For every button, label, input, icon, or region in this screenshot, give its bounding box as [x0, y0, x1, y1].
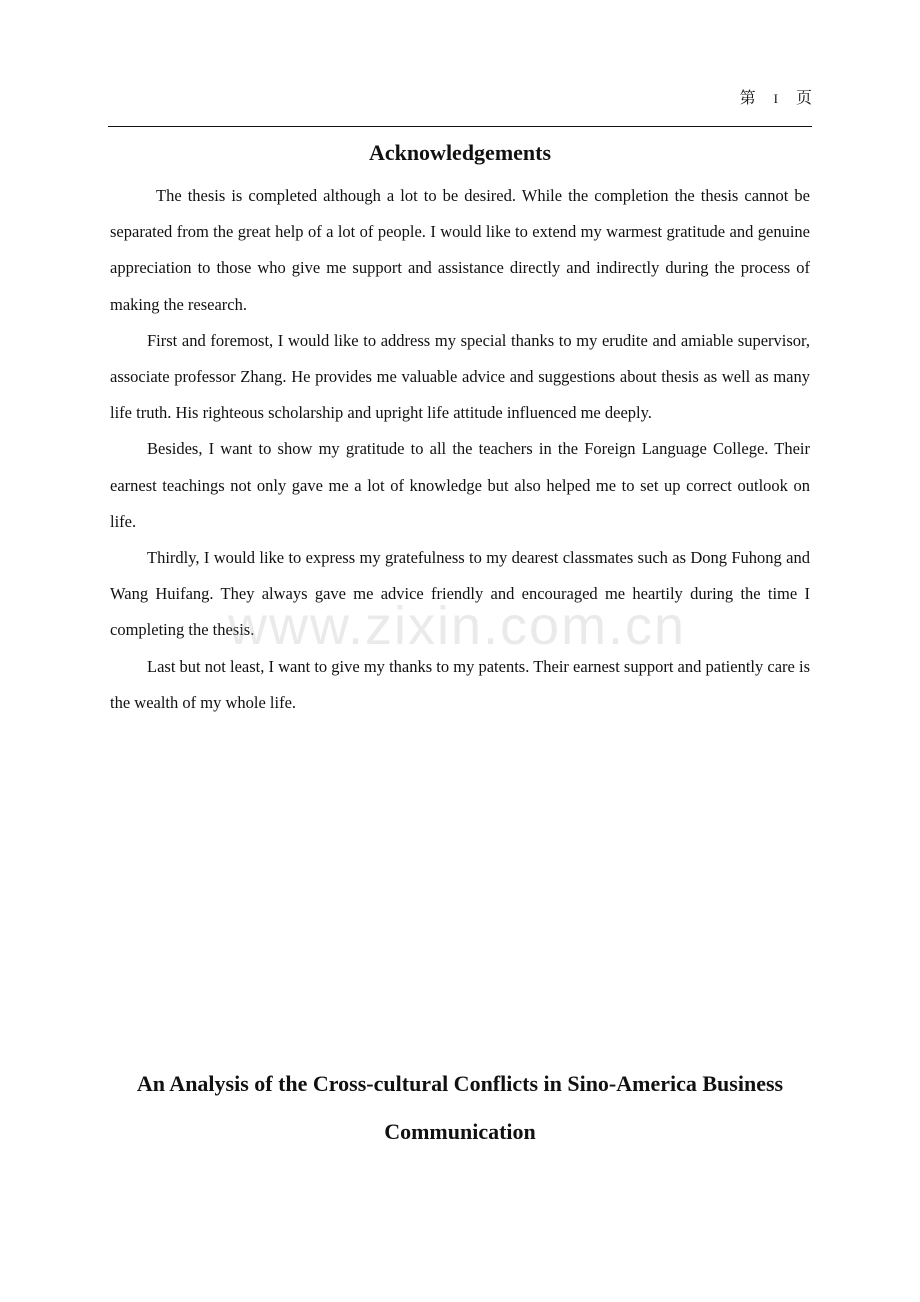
- paragraph-3: Besides, I want to show my gratitude to all the teachers in the Foreign Language College. Their earnest teachings not only gave me a lot of knowledge but also helped me to set up correct outlook on life.: [110, 439, 810, 531]
- watermark: www.zixin.com.cn: [228, 596, 687, 656]
- thesis-title: An Analysis of the Cross-cultural Conflicts in Sino-America Business Communication: [136, 1071, 784, 1144]
- page-header: [108, 88, 812, 110]
- page-number: I: [773, 91, 778, 106]
- paragraph-1: The thesis is completed although a lot to be desired. While the completion the thesis cannot be separated from the great help of a lot of people. I would like to extend my warmest gratitude and genuine appreciation to those who give me support and assistance directly and indirectly during the process of making the research.: [110, 186, 810, 314]
- acknowledgements-body: [110, 178, 810, 721]
- acknowledgements-heading: Acknowledgements: [368, 140, 552, 165]
- header-divider: [108, 126, 812, 127]
- paragraph-2: First and foremost, I would like to address my special thanks to my erudite and amiable supervisor, associate professor Zhang. He provides me valuable advice and suggestions about thesis as well as many life truth. His righteous scholarship and upright life attitude influenced me deeply.: [110, 330, 810, 423]
- paragraph-4: Thirdly, I would like to express my gratefulness to my dearest classmates such as Dong Fuhong and Wang Huifang. They always gave me advice friendly and encouraged me heartily during the time I completing the thesis.: [110, 548, 810, 640]
- page-label-prefix: 第: [739, 90, 756, 107]
- paragraph-5: Last but not least, I want to give my thanks to my patents. Their earnest support and patiently care is the wealth of my whole life.: [110, 656, 810, 712]
- page-label-suffix: 页: [795, 90, 812, 107]
